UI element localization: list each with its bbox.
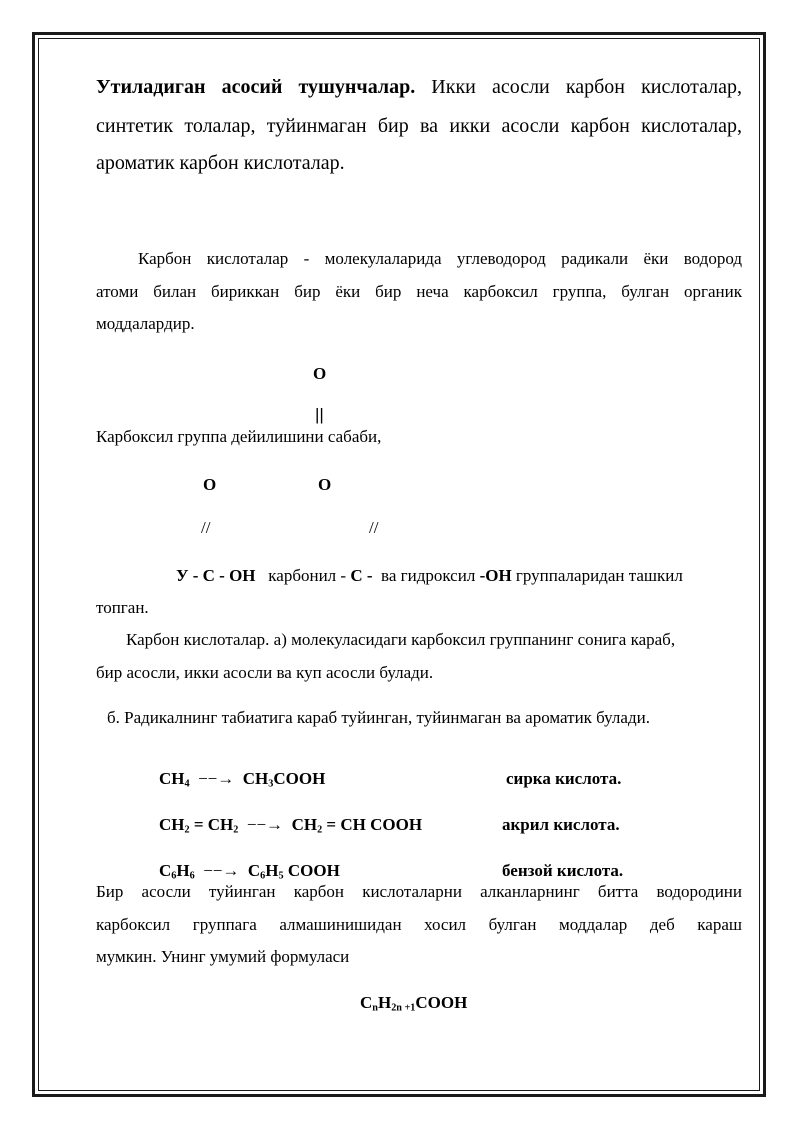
reaction-3-product-sub: 6 [260, 870, 266, 882]
reaction-2-arrow: −−→ [246, 815, 284, 834]
reaction-1 [159, 769, 325, 789]
reaction-3 [159, 861, 340, 881]
reaction-3-product-mid-sub: 5 [278, 870, 284, 882]
structure-bond-right: // [369, 518, 379, 537]
carboxyl-double-bond: || [315, 405, 324, 424]
reaction-3-product-tail: COOH [283, 861, 340, 880]
reaction-1-product: CH [242, 769, 269, 788]
structure-tail: группаларидан ташкил [515, 566, 683, 585]
reaction-2-product: CH [291, 815, 318, 834]
general-formula-h: H [377, 993, 392, 1012]
classification-b-line: б. Радикалнинг табиатига караб туйинган, туйинмаган ва ароматик булади. [107, 708, 650, 727]
saturated-line-2: карбоксил группага алмашинишидан хосил булган моддалар деб караш [96, 915, 742, 934]
carboxyl-reason: Карбоксил группа дейилишини сабаби, [96, 427, 382, 446]
general-formula-c-sub: n [372, 1002, 378, 1014]
carbonyl-group: С - [350, 566, 373, 585]
intro-line-3: ароматик карбон кислоталар. [96, 152, 345, 174]
structure-line-2: топган. [96, 598, 149, 617]
intro-line-2: синтетик толалар, туйинмаган бир ва икки асосли карбон кислоталар, [96, 115, 742, 137]
definition-line-3: моддалардир. [96, 314, 195, 333]
reaction-3-reactant-sub: 6 [171, 870, 177, 882]
carbonyl-word: карбонил - [268, 566, 347, 585]
reaction-3-name: бензой кислота. [502, 861, 624, 880]
saturated-line-1: Бир асосли туйинган карбон кислоталарни алканларнинг битта водородини [96, 882, 742, 901]
hydroxyl-word: ва гидроксил [381, 566, 476, 585]
intro-lead: Утиладиган асосий тушунчалар. [96, 76, 416, 98]
reaction-2-product-sub: 2 [317, 824, 323, 836]
carboxyl-oxygen: O [313, 364, 327, 383]
reaction-3-product: C [247, 861, 261, 880]
structure-formula: У - С - ОН [176, 566, 256, 585]
reaction-3-product-mid: H [265, 861, 279, 880]
reaction-1-arrow: −−→ [198, 769, 235, 788]
saturated-line-3: мумкин. Унинг умумий формуласи [96, 947, 350, 966]
general-formula-c: C [360, 993, 373, 1012]
reaction-2-reactant-mid: = CH [189, 815, 234, 834]
structure-oxygen-left: O [203, 475, 217, 494]
reaction-3-reactant-mid: H [176, 861, 190, 880]
reaction-2-name: акрил кислота. [502, 815, 620, 834]
reaction-1-product-sub: 3 [268, 778, 274, 790]
reaction-1-name: сирка кислота. [506, 769, 622, 788]
general-formula-h-sub: 2n +1 [391, 1002, 416, 1014]
general-formula-tail: COOH [415, 993, 468, 1012]
hydroxyl-group: -ОН [479, 566, 512, 585]
general-formula [360, 993, 467, 1013]
structure-oxygen-right: O [318, 475, 332, 494]
reaction-3-arrow: −−→ [203, 861, 240, 880]
structure-bond-left: // [201, 518, 211, 537]
reaction-2-reactant-mid-sub: 2 [233, 824, 239, 836]
definition-line-1: Карбон кислоталар - молекулаларида углеводород радикали ёки водород [138, 249, 742, 268]
classification-line-1: Карбон кислоталар. а) молекуласидаги карбоксил группанинг сонига караб, [126, 630, 676, 649]
reaction-2-reactant-sub: 2 [184, 824, 190, 836]
definition-line-2: атоми билан бириккан бир ёки бир неча карбоксил группа, булган органик [96, 282, 742, 301]
classification-line-2: бир асосли, икки асосли ва куп асосли булади. [96, 663, 434, 682]
reaction-2 [159, 815, 422, 835]
reaction-2-product-tail: = CH COOH [322, 815, 423, 834]
reaction-1-product-tail: COOH [273, 769, 326, 788]
reaction-1-reactant: CH [159, 769, 185, 788]
reaction-3-reactant: C [159, 861, 172, 880]
reaction-2-reactant: CH [159, 815, 185, 834]
reaction-3-reactant-mid-sub: 6 [189, 870, 195, 882]
structure-line [176, 566, 683, 586]
intro-line-1-rest: Икки асосли карбон кислоталар, [431, 76, 742, 98]
intro-line-1 [96, 76, 742, 99]
reaction-1-reactant-sub: 4 [184, 778, 190, 790]
